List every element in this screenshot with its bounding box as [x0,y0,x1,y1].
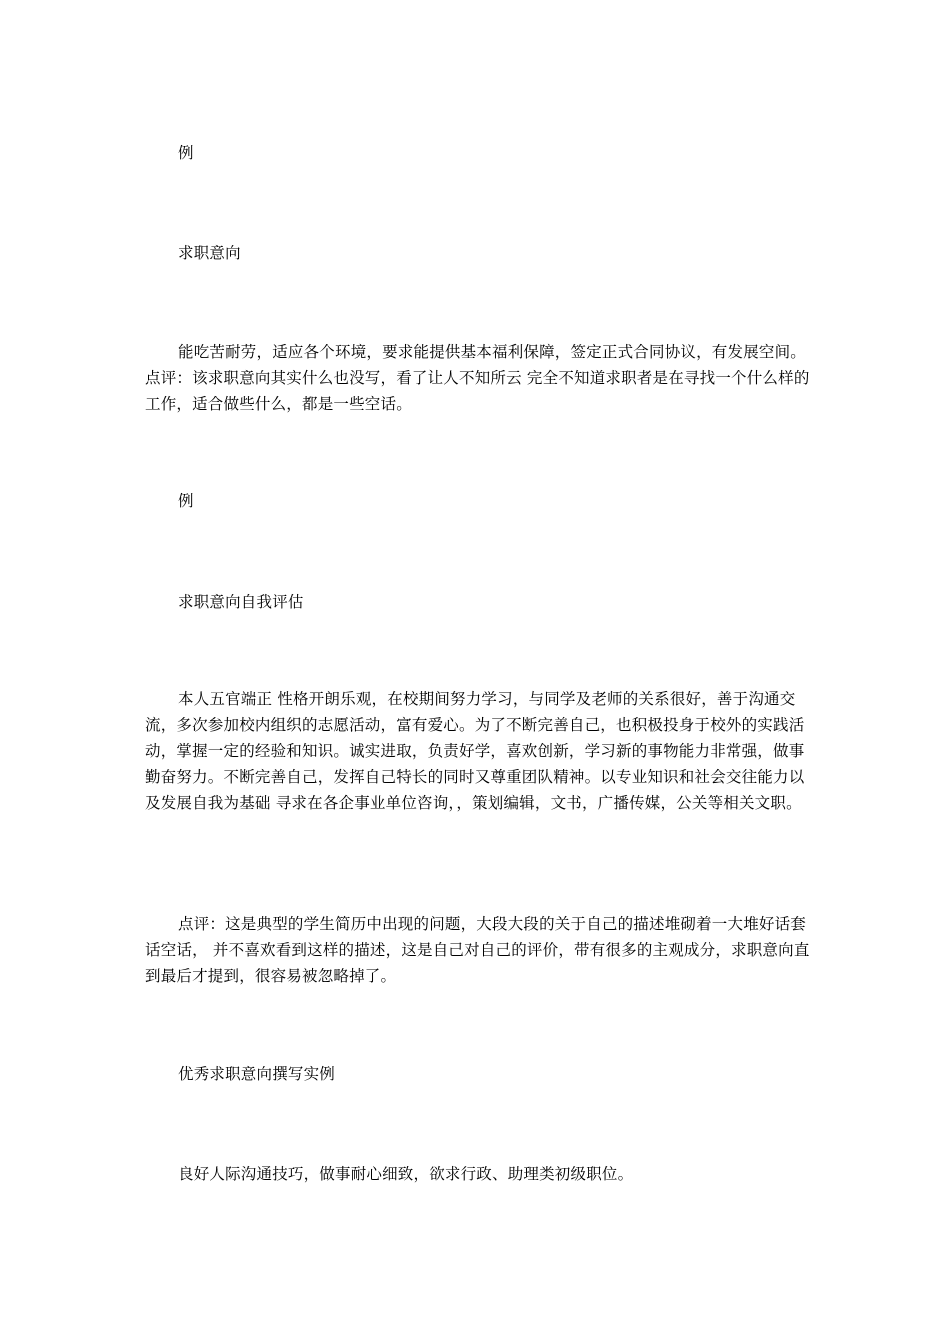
example-label-1: 例 [178,144,194,162]
body-paragraph-good-example: 良好人际沟通技巧，做事耐心细致，欲求行政、助理类初级职位。 [178,1165,634,1183]
section-heading-good-example: 优秀求职意向撰写实例 [178,1065,336,1083]
body-paragraph-objective-critique: 能吃苦耐劳，适应各个环境，要求能提供基本福利保障，签定正式合同协议，有发展空间。 点评：该求职意向其实什么也没写，看了让人不知所云 完全不知道求职者是在寻找一个什么样的工作，适合做些什么，都是一些空话。 [145,343,810,413]
section-heading-job-objective: 求职意向 [178,244,241,262]
body-paragraph-critique: 点评：这是典型的学生简历中出现的问题，大段大段的关于自己的描述堆砌着一大堆好话套话空话， 并不喜欢看到这样的描述，这是自己对自己的评价，带有很多的主观成分，求职意向直到最后才提到，很容易被忽略掉了。 [145,915,810,985]
example-label-2: 例 [178,492,194,510]
section-heading-self-assessment: 求职意向自我评估 [178,593,304,611]
body-paragraph-self-assessment: 本人五官端正 性格开朗乐观，在校期间努力学习，与同学及老师的关系很好，善于沟通交流，多次参加校内组织的志愿活动，富有爱心。为了不断完善自己，也积极投身于校外的实践活动，掌握一定的经验和知识。诚实进取，负责好学，喜欢创新，学习新的事物能力非常强，做事勤奋努力。不断完善自己，发挥自己特长的同时又尊重团队精神。以专业知识和社会交往能力以及发展自我为基础 寻求在各企事业单位咨询，，策划编辑，文书，广播传媒，公关等相关文职。 [145,690,805,812]
